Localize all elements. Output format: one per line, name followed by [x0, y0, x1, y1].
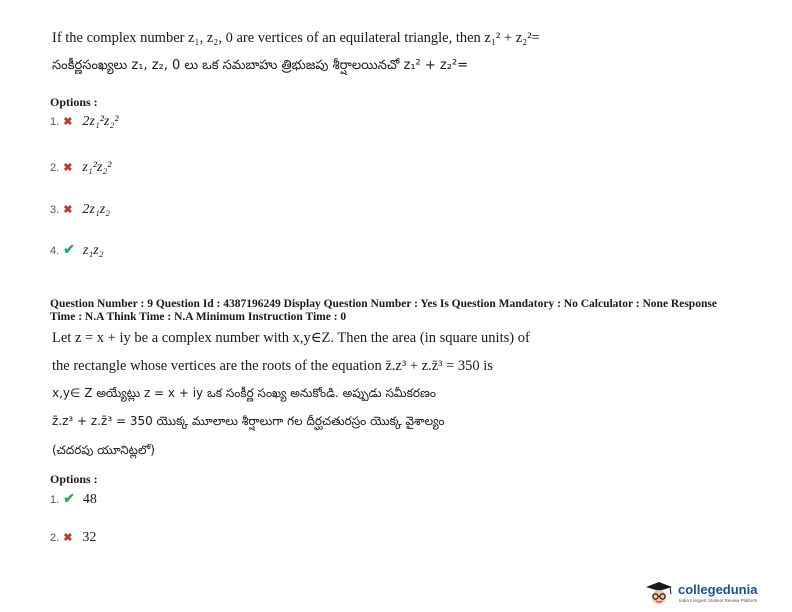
option-number: 2. [50, 532, 60, 544]
q2-text-english-2: the rectangle whose vertices are the roots of the equation z̄.z³ + z.z̄³ = 350 is [52, 358, 493, 374]
q1-options-label: Options : [50, 95, 98, 109]
q2-option-2[interactable] [50, 528, 96, 546]
q2-option-1[interactable] [50, 490, 97, 508]
option-number: 1. [50, 494, 60, 506]
wrong-mark-icon: ✖ [63, 162, 73, 174]
q2-text-english-1: Let z = x + iy be a complex number with x,y∈Z. Then the area (in square units) of [52, 330, 530, 346]
option-text: z₁z₂ [82, 243, 104, 258]
q1-option-2[interactable] [50, 158, 111, 176]
option-number: 3. [50, 204, 60, 216]
option-text: 32 [82, 530, 97, 545]
option-number: 2. [50, 162, 60, 174]
q1-option-3[interactable] [50, 200, 110, 218]
q2-options-label: Options : [50, 472, 98, 486]
q2-meta-line1: Question Number : 9 Question Id : 4387196249 Display Question Number : Yes Is Question Mandatory : No Calculator : None Response [50, 298, 717, 310]
q1-text-english: If the complex number z₁, z₂, 0 are vertices of an equilateral triangle, then z₁² + z₂²= [52, 30, 540, 46]
q1-text-telugu: సంకీర్ణసంఖ్యలు z₁, z₂, 0 లు ఒక సమబాహు త్రిభుజపు శీర్షాలయినచో z₁² + z₂²= [52, 58, 469, 73]
option-text: 2z₁²z₂² [82, 114, 119, 129]
wrong-mark-icon: ✖ [63, 204, 73, 216]
option-text: z₁²z₂² [82, 160, 112, 175]
option-number: 4. [50, 245, 60, 257]
logo-name: collegedunia [678, 582, 758, 597]
wrong-mark-icon: ✖ [63, 116, 73, 128]
wrong-mark-icon: ✖ [63, 532, 73, 544]
option-text: 48 [82, 492, 97, 507]
collegedunia-logo [642, 580, 782, 606]
correct-check-icon: ✔ [63, 492, 75, 507]
logo-tagline: India's largest Student Review Platform [679, 598, 758, 603]
option-text: 2z₁z₂ [82, 202, 111, 217]
q2-text-telugu-2: z̄.z³ + z.z̄³ = 350 యొక్క మూలాలు శీర్షాలుగా గల దీర్ఘచతురస్రం యొక్క వైశాల్యం [52, 414, 445, 428]
correct-check-icon: ✔ [63, 243, 75, 258]
q2-text-telugu-3: (చదరపు యూనిట్లలో) [52, 443, 155, 457]
q1-option-1[interactable] [50, 112, 118, 130]
option-number: 1. [50, 116, 60, 128]
q2-meta-line2: Time : N.A Think Time : N.A Minimum Instruction Time : 0 [50, 311, 347, 323]
q1-option-4[interactable] [50, 241, 104, 259]
mascot-icon [642, 580, 676, 606]
q2-text-telugu-1: x,y∈ Z అయ్యేట్లు z = x + iy ఒక సంకీర్ణ సంఖ్య అనుకోండి. అప్పుడు సమీకరణం [52, 386, 436, 400]
